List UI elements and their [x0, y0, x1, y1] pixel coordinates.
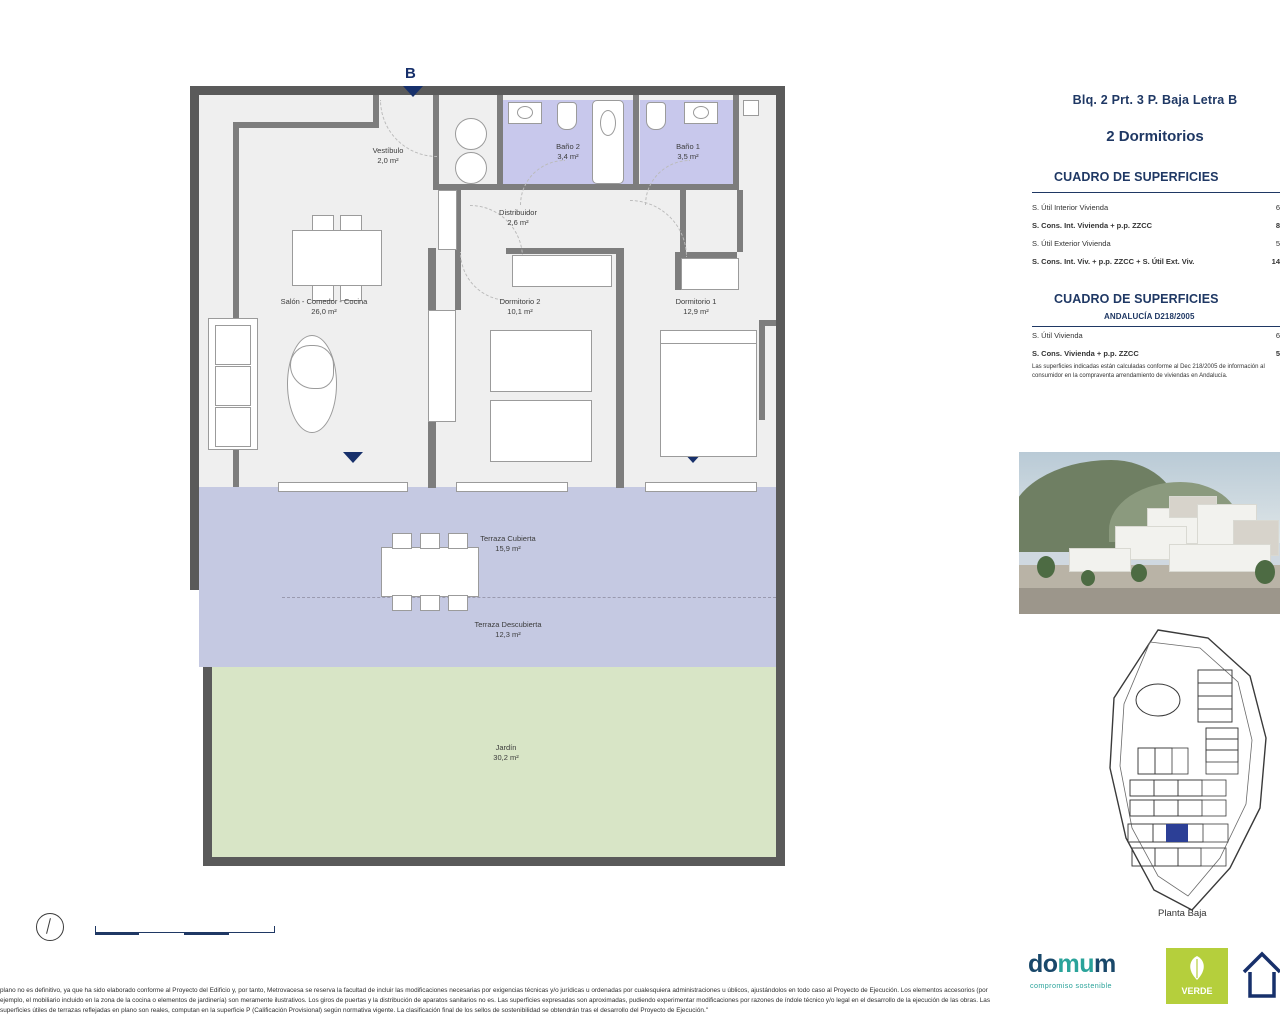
room-label-bano2: Baño 2 3,4 m²	[556, 142, 580, 162]
bano1-shower	[743, 100, 759, 116]
room-label-terraza-descubierta: Terraza Descubierta 12,3 m²	[474, 620, 542, 640]
wall-salon-top-inner	[233, 122, 373, 128]
room-label-terraza-cubierta: Terraza Cubierta 15,9 m²	[480, 534, 536, 554]
bano1-sink	[693, 106, 709, 119]
dining-chair-2	[340, 215, 362, 231]
development-render-image	[1019, 452, 1280, 614]
wall-bed1-right-inner	[737, 190, 743, 252]
dining-table	[292, 230, 382, 286]
sofa-cushion-1	[215, 325, 251, 365]
surface-table-1-heading: CUADRO DE SUPERFICIES	[1054, 170, 1219, 184]
terrace-chair-2	[420, 533, 440, 549]
surface-row-value: 5	[1275, 239, 1280, 248]
disclaimer-text: plano no es definitivo, ya que ha sido elaborado conforme al Proyecto del Edificio y, por tanto, Metrovacesa se reserva la facultad de incluir las modificaciones necesarias por exigencias técnicas y/o jurídicas u ordenadas por cualesquiera administraciones u úblicos, ajustándolos en todo caso al Proyecto de Ejecución. Los elementos accesorios (por ejemplo, el mobiliario incluido en la zona de la cocina o elementos de jardinería) son meramente ilustrativos. Los giros de puertas y la distribución de aparatos sanitarios no es. Las superficies expresadas son aproximadas, pudiendo experimentar modificaciones por razones de índole técnico y/o legal en el desarrollo de la ejecución de las obras. Las superficies útiles de terrazas reflejadas en plano son reales, computan en la superficie P (Calificación Provisional) según normativa vigente. La clasificación final de los sellos de sostenibilidad se obtendrán tras el desarrollo del Proyecto de Ejecución."	[0, 987, 991, 1015]
window-salon	[278, 482, 408, 492]
surface-row-value: 14	[1271, 257, 1280, 266]
entrance-arrow-icon	[403, 86, 423, 97]
wall-bed2-right	[616, 248, 624, 488]
surface-row-value: 5	[1275, 349, 1280, 358]
bed2-bed-a	[490, 330, 592, 392]
verde-badge-label: VERDE	[1181, 986, 1213, 996]
surface-row-label: S. Cons. Vivienda + p.p. ZZCC	[1032, 349, 1139, 358]
washer	[455, 118, 487, 150]
wall-exterior-right	[776, 86, 785, 866]
sofa-cushion-3	[215, 407, 251, 447]
disclaimer-footer	[0, 986, 1010, 1016]
bed2-bed-b	[490, 400, 592, 462]
domum-tagline: compromiso sostenible	[1030, 981, 1112, 990]
wall-hall-entry	[373, 95, 379, 128]
wall-exterior-top	[190, 86, 785, 95]
site-plan	[1080, 628, 1280, 918]
terrace-divider-line	[282, 597, 776, 598]
room-label-bano1: Baño 1 3,5 m²	[676, 142, 700, 162]
dryer	[455, 152, 487, 184]
surface-row-label: S. Útil Vivienda	[1032, 331, 1083, 340]
surface-table-2-note: Las superficies indicadas están calculadas conforme al Dec 218/2005 de información al consumidor en la compraventa arrendamiento de viviendas en Andalucía.	[1032, 364, 1265, 379]
room-label-salon: Salón - Comedor - Cocina 26,0 m²	[280, 297, 368, 317]
wall-exterior-left-upper	[190, 86, 199, 590]
room-label-jardin: Jardín 30,2 m²	[493, 743, 519, 763]
surface-table-2-rule	[1032, 326, 1280, 327]
logo-row	[1018, 950, 1280, 1010]
sofa-cushion-2	[215, 366, 251, 406]
scale-bar-segment-2	[184, 926, 229, 935]
render-building-7	[1069, 548, 1131, 572]
surface-table-2-subheading: ANDALUCÍA D218/2005	[1104, 312, 1195, 321]
surface-row-label: S. Útil Interior Vivienda	[1032, 203, 1109, 212]
terrace-chair-1	[392, 533, 412, 549]
site-plan-caption: Planta Baja	[1158, 908, 1207, 919]
dining-chair-1	[312, 215, 334, 231]
terrace-table	[381, 547, 479, 597]
terrace-chair-5	[420, 595, 440, 611]
house-outline-icon	[1240, 946, 1280, 1002]
room-label-dormitorio2: Dormitorio 2 10,1 m²	[499, 297, 541, 317]
room-label-dormitorio1: Dormitorio 1 12,9 m²	[675, 297, 717, 317]
render-tree-1	[1037, 556, 1055, 578]
surface-row-value: 6	[1275, 331, 1280, 340]
surface-row-value: 6	[1275, 203, 1280, 212]
scale-bar-segment-1	[95, 926, 139, 935]
wall-bed1-lower-right	[759, 320, 765, 420]
surface-row-label: S. Cons. Int. Vivienda + p.p. ZZCC	[1032, 221, 1153, 230]
unit-title: Blq. 2 Prt. 3 P. Baja Letra B	[1072, 93, 1238, 107]
window-arrow-salon-icon	[343, 452, 363, 463]
surface-table-1-rule	[1032, 192, 1280, 193]
render-tree-4	[1081, 570, 1095, 586]
surface-table-2-heading: CUADRO DE SUPERFICIES	[1054, 292, 1219, 306]
wall-bath-bottom	[439, 184, 739, 190]
leaf-icon	[1184, 954, 1210, 982]
bedroom-count: 2 Dormitorios	[1106, 128, 1204, 145]
surface-row-label: S. Útil Exterior Vivienda	[1032, 239, 1111, 248]
wall-bath-sep-2	[633, 95, 639, 190]
surface-row-value: 8	[1275, 221, 1280, 230]
bano2-sink	[517, 106, 533, 119]
bano2-tub-drain	[600, 110, 616, 136]
window-bed2	[456, 482, 568, 492]
coffee-table	[290, 345, 334, 389]
site-highlighted-unit	[1166, 824, 1188, 842]
room-label-vestibulo: Vestíbulo 2,0 m²	[372, 146, 404, 166]
bed2-closet	[512, 255, 612, 287]
bed1-headboard	[660, 330, 757, 344]
bed1-closet	[681, 258, 739, 290]
wall-exterior-bottom	[203, 857, 785, 866]
bano2-toilet	[557, 102, 577, 130]
terrace-chair-4	[392, 595, 412, 611]
wall-bed1-lower-right-top	[759, 320, 776, 326]
room-label-distribuidor: Distribuidor 2,6 m²	[499, 208, 537, 228]
domum-logo: domum	[1028, 950, 1116, 978]
wall-bath-sep-1	[497, 95, 503, 190]
render-tree-3	[1255, 560, 1275, 584]
entrance-letter: B	[405, 65, 416, 82]
terrace-chair-6	[448, 595, 468, 611]
render-tree-2	[1131, 564, 1147, 582]
kitchen-island	[438, 190, 457, 250]
surface-row-label: S. Cons. Int. Viv. + p.p. ZZCC + S. Útil Ext. Viv.	[1032, 257, 1195, 266]
window-bed1	[645, 482, 757, 492]
bano1-toilet	[646, 102, 666, 130]
kitchen-counter	[428, 310, 456, 422]
bed1-bed	[660, 340, 757, 457]
render-road	[1019, 588, 1280, 614]
info-panel	[1018, 0, 1280, 1024]
site-pool	[1136, 684, 1180, 716]
